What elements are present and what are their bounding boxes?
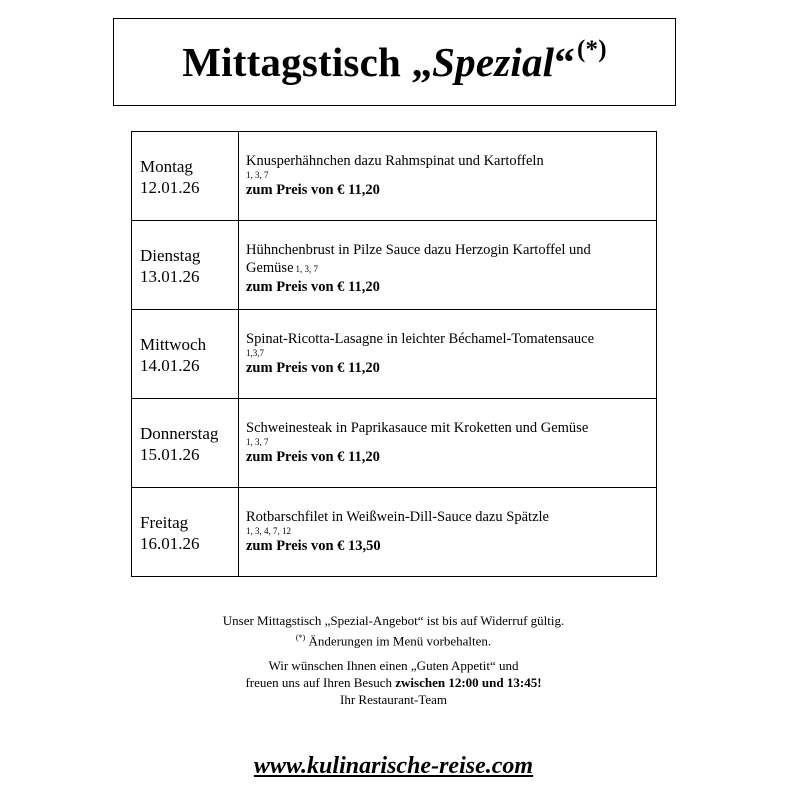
day-cell	[132, 132, 239, 221]
page-title	[182, 38, 607, 86]
title-footnote-mark: (*)	[576, 36, 607, 64]
dish-price: zum Preis von € 11,20	[246, 182, 380, 198]
table-row	[132, 132, 657, 221]
day-date: 16.01.26	[140, 534, 200, 553]
dish-description	[246, 241, 650, 278]
website-link-container	[0, 753, 787, 780]
dish-price: zum Preis von € 13,50	[246, 538, 381, 554]
day-date: 15.01.26	[140, 445, 200, 464]
table-row	[132, 221, 657, 310]
day-date: 13.01.26	[140, 267, 200, 286]
table-row	[132, 488, 657, 577]
dish-description: Knusperhähnchen dazu Rahmspinat und Kartoffeln	[246, 153, 544, 169]
dish-allergens: 1, 3, 4, 7, 12	[246, 526, 291, 536]
website-link[interactable]: www.kulinarische-reise.com	[253, 753, 534, 779]
title-special: Spezial	[432, 39, 555, 85]
dish-allergens: 1,3,7	[246, 348, 264, 358]
table-row	[132, 399, 657, 488]
day-name: Montag	[140, 157, 193, 176]
dish-text: Hühnchenbrust in Pilze Sauce dazu Herzogin Kartoffel und Gemüse	[246, 242, 591, 276]
dish-cell	[239, 488, 657, 577]
dish-cell	[239, 221, 657, 310]
changes-note	[0, 629, 787, 649]
title-box	[113, 18, 676, 106]
dish-price: zum Preis von € 11,20	[246, 279, 380, 295]
day-date: 14.01.26	[140, 356, 200, 375]
visit-note	[0, 674, 787, 691]
dish-description: Rotbarschfilet in Weißwein-Dill-Sauce dazu Spätzle	[246, 509, 549, 525]
day-name: Freitag	[140, 513, 189, 532]
dish-allergens: 1, 3, 7	[295, 264, 319, 274]
dish-description: Schweinesteak in Paprikasauce mit Kroketten und Gemüse	[246, 420, 589, 436]
menu-table	[131, 131, 657, 577]
day-name: Mittwoch	[140, 335, 207, 354]
validity-note: Unser Mittagstisch „Spezial-Angebot“ ist bis auf Widerruf gültig.	[222, 613, 565, 628]
changes-text: Änderungen im Menü vorbehalten.	[305, 633, 492, 649]
visit-hours: zwischen 12:00 und 13:45!	[395, 675, 542, 691]
visit-prefix: freuen uns auf Ihren Besuch	[245, 675, 396, 691]
dish-cell	[239, 399, 657, 488]
signature: Ihr Restaurant-Team	[339, 692, 447, 708]
changes-footnote-mark: (*)	[295, 633, 306, 642]
day-date: 12.01.26	[140, 178, 200, 197]
dish-allergens: 1, 3, 7	[246, 437, 269, 447]
dish-description: Spinat-Ricotta-Lasagne in leichter Béchamel-Tomatensauce	[246, 331, 595, 347]
day-cell	[132, 310, 239, 399]
day-name: Donnerstag	[140, 424, 219, 443]
day-cell	[132, 221, 239, 310]
day-name: Dienstag	[140, 246, 201, 265]
dish-cell	[239, 132, 657, 221]
footer-notes	[0, 612, 787, 708]
footer-gap	[0, 649, 787, 657]
day-cell	[132, 488, 239, 577]
dish-price: zum Preis von € 11,20	[246, 449, 380, 465]
title-close-quote: “	[554, 39, 575, 85]
title-main: Mittagstisch „	[182, 39, 433, 85]
wish-note: Wir wünschen Ihnen einen „Guten Appetit“ und	[268, 658, 519, 674]
dish-cell	[239, 310, 657, 399]
table-row	[132, 310, 657, 399]
dish-allergens: 1, 3, 7	[246, 170, 269, 180]
day-cell	[132, 399, 239, 488]
dish-price: zum Preis von € 11,20	[246, 360, 380, 376]
